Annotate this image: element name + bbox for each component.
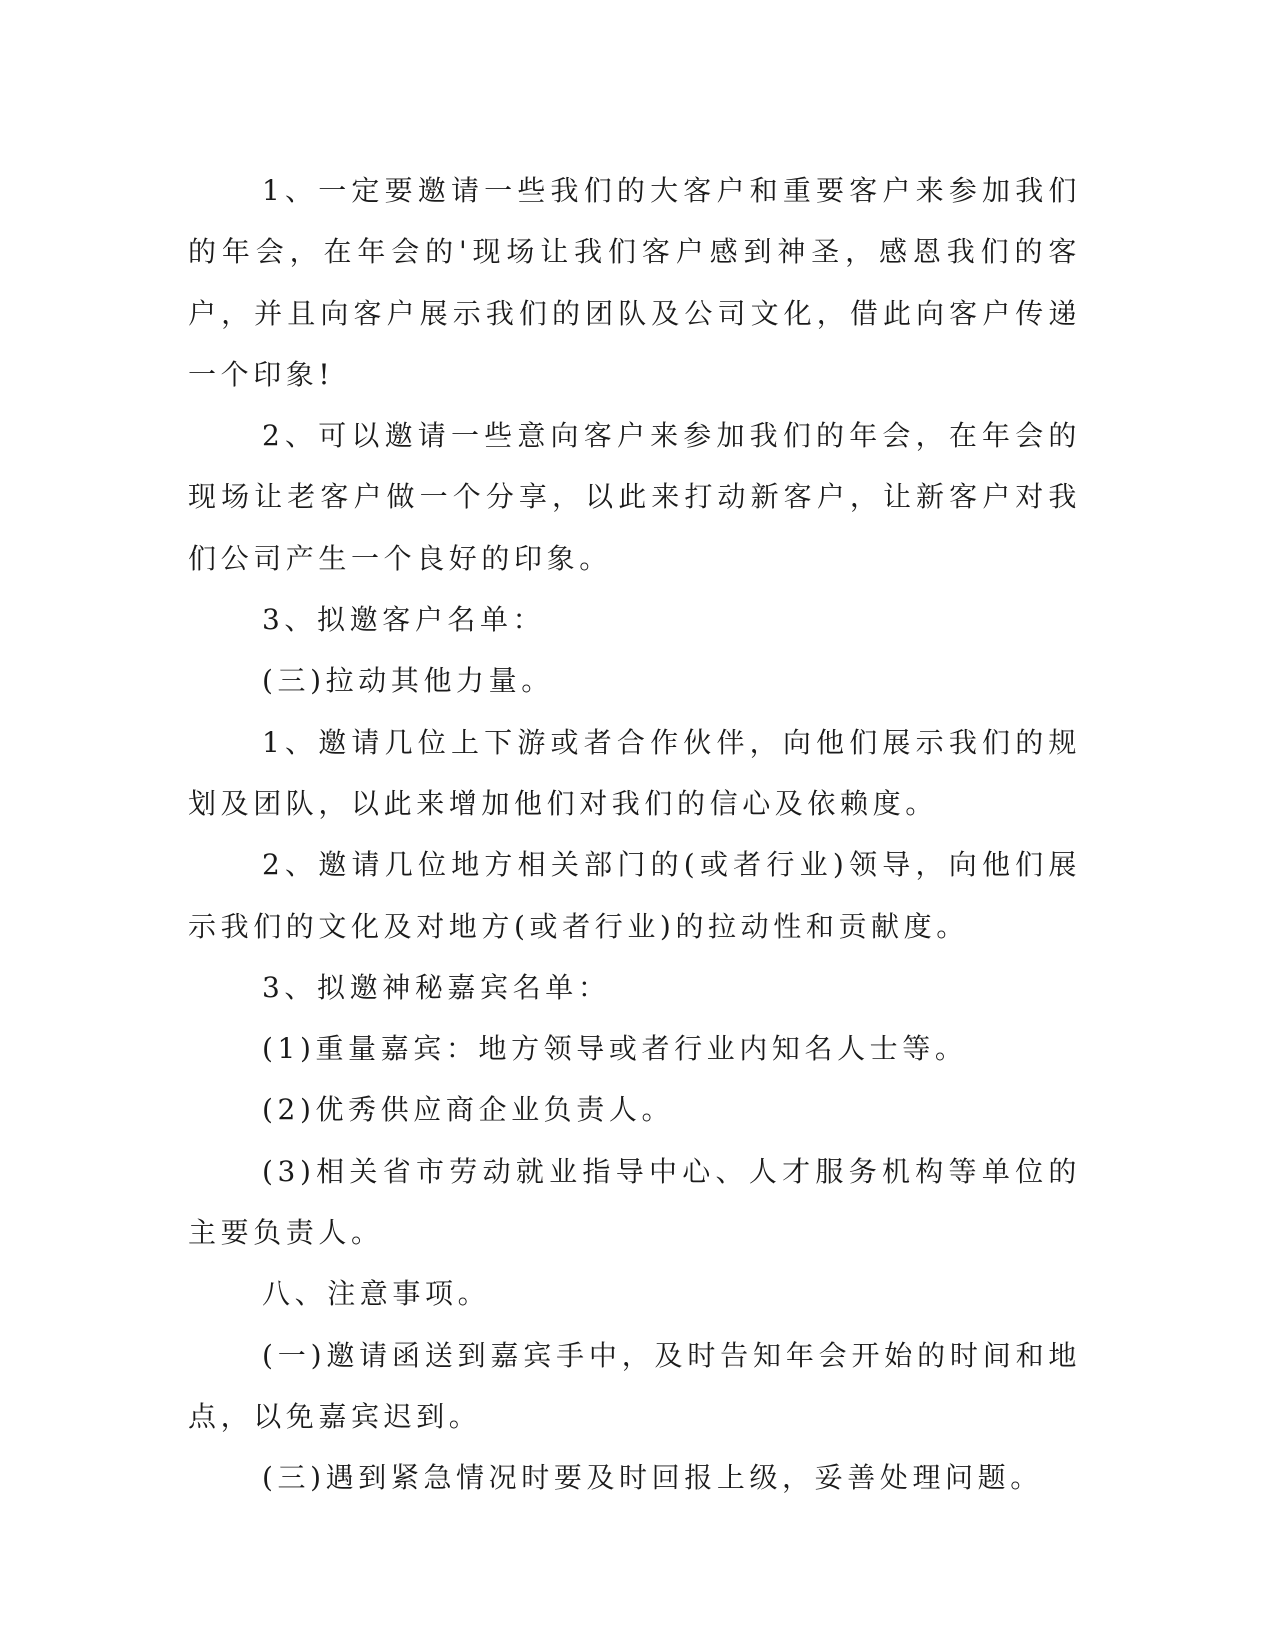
paragraph: 3、拟邀神秘嘉宾名单： (262, 970, 611, 1004)
paragraph: (一)邀请函送到嘉宾手中，及时告知年会开始的时间和地点，以免嘉宾迟到。 (188, 1338, 1081, 1433)
paragraph: 2、可以邀请一些意向客户来参加我们的年会，在年会的现场让老客户做一个分享，以此来打动新客户，让新客户对我们公司产生一个良好的印象。 (188, 419, 1081, 575)
list-item: (3)相关省市劳动就业指导中心、人才服务机构等单位的主要负责人。 (188, 1154, 1081, 1250)
paragraph: 3、拟邀客户名单： (262, 603, 546, 637)
paragraph: 1、邀请几位上下游或者合作伙伴，向他们展示我们的规划及团队，以此来增加他们对我们的信心及依赖度。 (188, 725, 1081, 820)
list-item: (1)重量嘉宾：地方领导或者行业内知名人士等。 (262, 1032, 968, 1066)
list-item: (2)优秀供应商企业负责人。 (262, 1093, 675, 1127)
paragraph: (三)遇到紧急情况时要及时回报上级，妥善处理问题。 (262, 1461, 1043, 1495)
section-heading: 八、注意事项。 (262, 1277, 491, 1311)
document-body (188, 160, 1081, 1509)
paragraph: 1、一定要邀请一些我们的大客户和重要客户来参加我们的年会，在年会的'现场让我们客户感到神圣，感恩我们的客户，并且向客户展示我们的团队及公司文化，借此向客户传递一个印象! (188, 174, 1081, 391)
section-heading: (三)拉动其他力量。 (262, 664, 554, 698)
paragraph: 2、邀请几位地方相关部门的(或者行业)领导，向他们展示我们的文化及对地方(或者行业)的拉动性和贡献度。 (188, 848, 1081, 943)
